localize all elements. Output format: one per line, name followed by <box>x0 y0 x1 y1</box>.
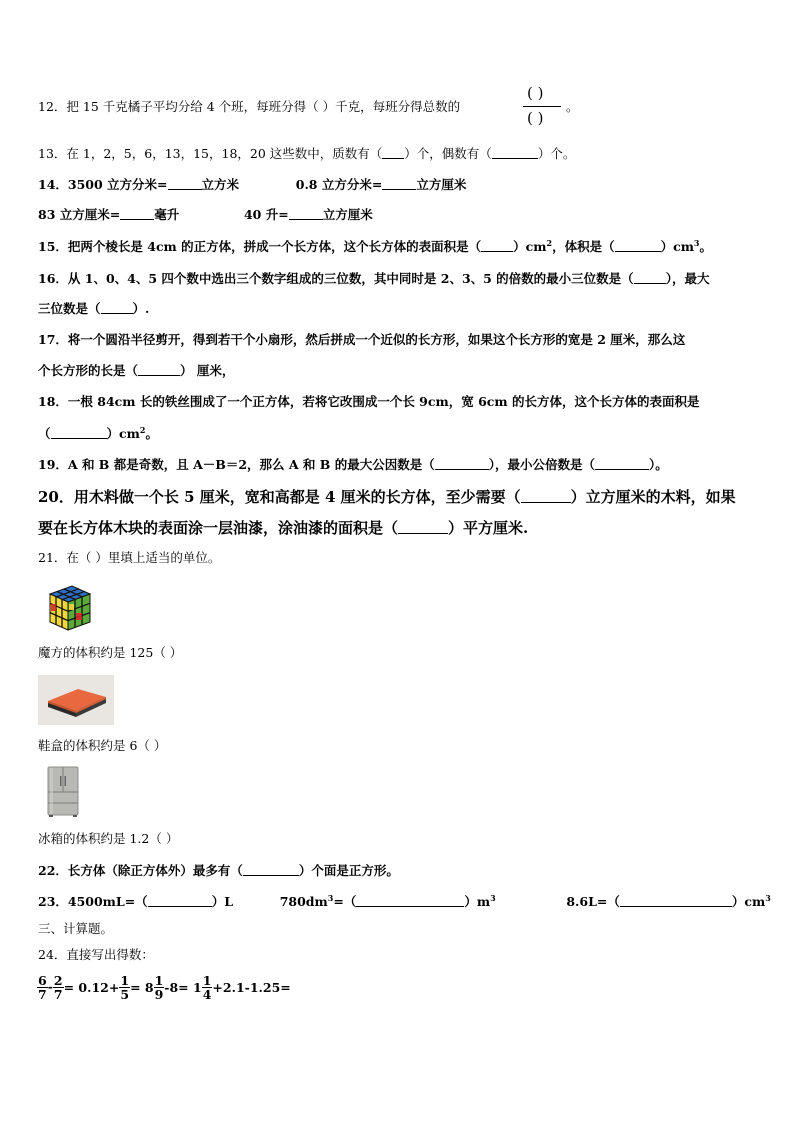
fraction-1-9: $\frac{1}{9}$ <box>154 973 164 1003</box>
section-3-heading: 三、计算题。 <box>38 921 114 936</box>
q21-item-shoe-box: 鞋盒的体积约是 6（ ） <box>38 738 167 753</box>
question-19: 19．A 和 B 都是奇数，且 A－B＝2，那么 A 和 B 的最大公因数是（ ），最小公倍数是（ ）。 <box>38 457 668 472</box>
q18-blank[interactable] <box>51 427 107 439</box>
question-22: 22．长方体（除正方体外）最多有（ ）个面是正方形。 <box>38 863 399 878</box>
q21-item-rubiks-cube: 魔方的体积约是 125（ ） <box>38 645 183 660</box>
fraction-1-5: $\frac{1}{5}$ <box>120 973 130 1003</box>
q23-blank-2[interactable] <box>356 895 464 907</box>
q13-blank-2[interactable] <box>492 147 538 159</box>
q13-blank-1[interactable] <box>382 147 404 159</box>
q16-blank-1[interactable] <box>634 272 666 284</box>
q12-text: 12．把 15 千克橘子平均分给 4 个班，每班分得（ ）千克，每班分得总数的 <box>38 99 461 114</box>
question-21-title: 21．在（ ）里填上适当的单位。 <box>38 550 221 565</box>
question-18: 18．一根 84cm 长的铁丝围成了一个正方体，若将它改围成一个长 9cm，宽 6cm 的长方体，这个长方体的表面积是 <box>38 394 700 409</box>
q12-end: 。 <box>566 99 579 114</box>
fraction-1-4: $\frac{1}{4}$ <box>202 973 212 1003</box>
q12-denominator-blank[interactable]: ( ) <box>527 109 544 127</box>
q19-blank-1[interactable] <box>435 458 489 470</box>
rubiks-cube-image <box>42 582 94 634</box>
fridge-image <box>46 766 80 818</box>
question-13: 13．在 1，2，5，6，13，15，18，20 这些数中，质数有（ ）个，偶数有（ ）个。 <box>38 146 576 161</box>
q22-blank[interactable] <box>243 864 299 876</box>
q15-blank-2[interactable] <box>615 240 661 252</box>
question-14: 14．3500 立方分米= 立方米 0.8 立方分米= 立方厘米 <box>38 177 467 192</box>
q14-blank-2[interactable] <box>382 178 416 190</box>
q12-numerator-blank[interactable]: ( ) <box>527 84 544 102</box>
q17-blank[interactable] <box>138 364 180 376</box>
q21-item-fridge: 冰箱的体积约是 1.2（ ） <box>38 831 179 846</box>
question-24-title: 24．直接写出得数： <box>38 947 154 962</box>
fraction-6-7: $\frac{6}{7}$ <box>38 973 47 1003</box>
question-23: 23．4500mL=（ ）L $780dm^3=$（ ）$m^3$ 8.6L=（ ）$cm^3$ <box>38 893 771 909</box>
q16-blank-2[interactable] <box>101 302 133 314</box>
question-14-line-2: 83 立方厘米= 毫升 40 升= 立方厘米 <box>38 207 373 222</box>
q12-fraction-blank[interactable] <box>521 84 563 130</box>
question-20-line-2: 要在长方体木块的表面涂一层油漆，涂油漆的面积是（ ）平方厘米. <box>38 519 529 537</box>
question-18-line-2: （ ）$cm^2$。 <box>38 425 158 441</box>
q23-blank-1[interactable] <box>148 895 212 907</box>
fraction-bar <box>523 106 561 107</box>
question-16: 16．从 1、0、4、5 四个数中选出三个数字组成的三位数，其中同时是 2、3、5 的倍数的最小三位数是（ ），最大 <box>38 271 710 286</box>
question-17-line-2: 个长方形的长是（ ） 厘米， <box>38 363 235 378</box>
q24-expressions: $\frac{6}{7}$ - $\frac{2}{7}$ = 0.12+ $\frac{1}{5}$ = 8 $\frac{1}{9}$ -8= 1 $\frac{1}{4}$ +2.1-1.25= <box>38 973 291 1003</box>
q14-blank-4[interactable] <box>289 208 323 220</box>
question-12 <box>38 101 460 114</box>
q20-blank-2[interactable] <box>398 520 448 534</box>
q14-blank-3[interactable] <box>120 208 154 220</box>
q14-blank-1[interactable] <box>168 178 202 190</box>
question-20: 20．用木料做一个长 5 厘米，宽和高都是 4 厘米的长方体，至少需要（ ）立方厘米的木料，如果 <box>38 488 736 506</box>
question-17: 17．将一个圆沿半径剪开，得到若干个小扇形，然后拼成一个近似的长方形，如果这个长方形的宽是 2 厘米，那么这 <box>38 332 686 347</box>
q15-blank-1[interactable] <box>481 240 513 252</box>
fraction-2-7: $\frac{2}{7}$ <box>53 973 63 1003</box>
question-16-line-2: 三位数是（ ）. <box>38 301 150 316</box>
question-15: 15．把两个棱长是 4cm 的正方体，拼成一个长方体，这个长方体的表面积是（ ）$cm^2$，体积是（ ）$cm^3$。 <box>38 238 713 254</box>
q20-blank-1[interactable] <box>521 489 571 503</box>
shoe-box-image <box>38 675 114 725</box>
q23-blank-3[interactable] <box>620 895 732 907</box>
q19-blank-2[interactable] <box>595 458 649 470</box>
